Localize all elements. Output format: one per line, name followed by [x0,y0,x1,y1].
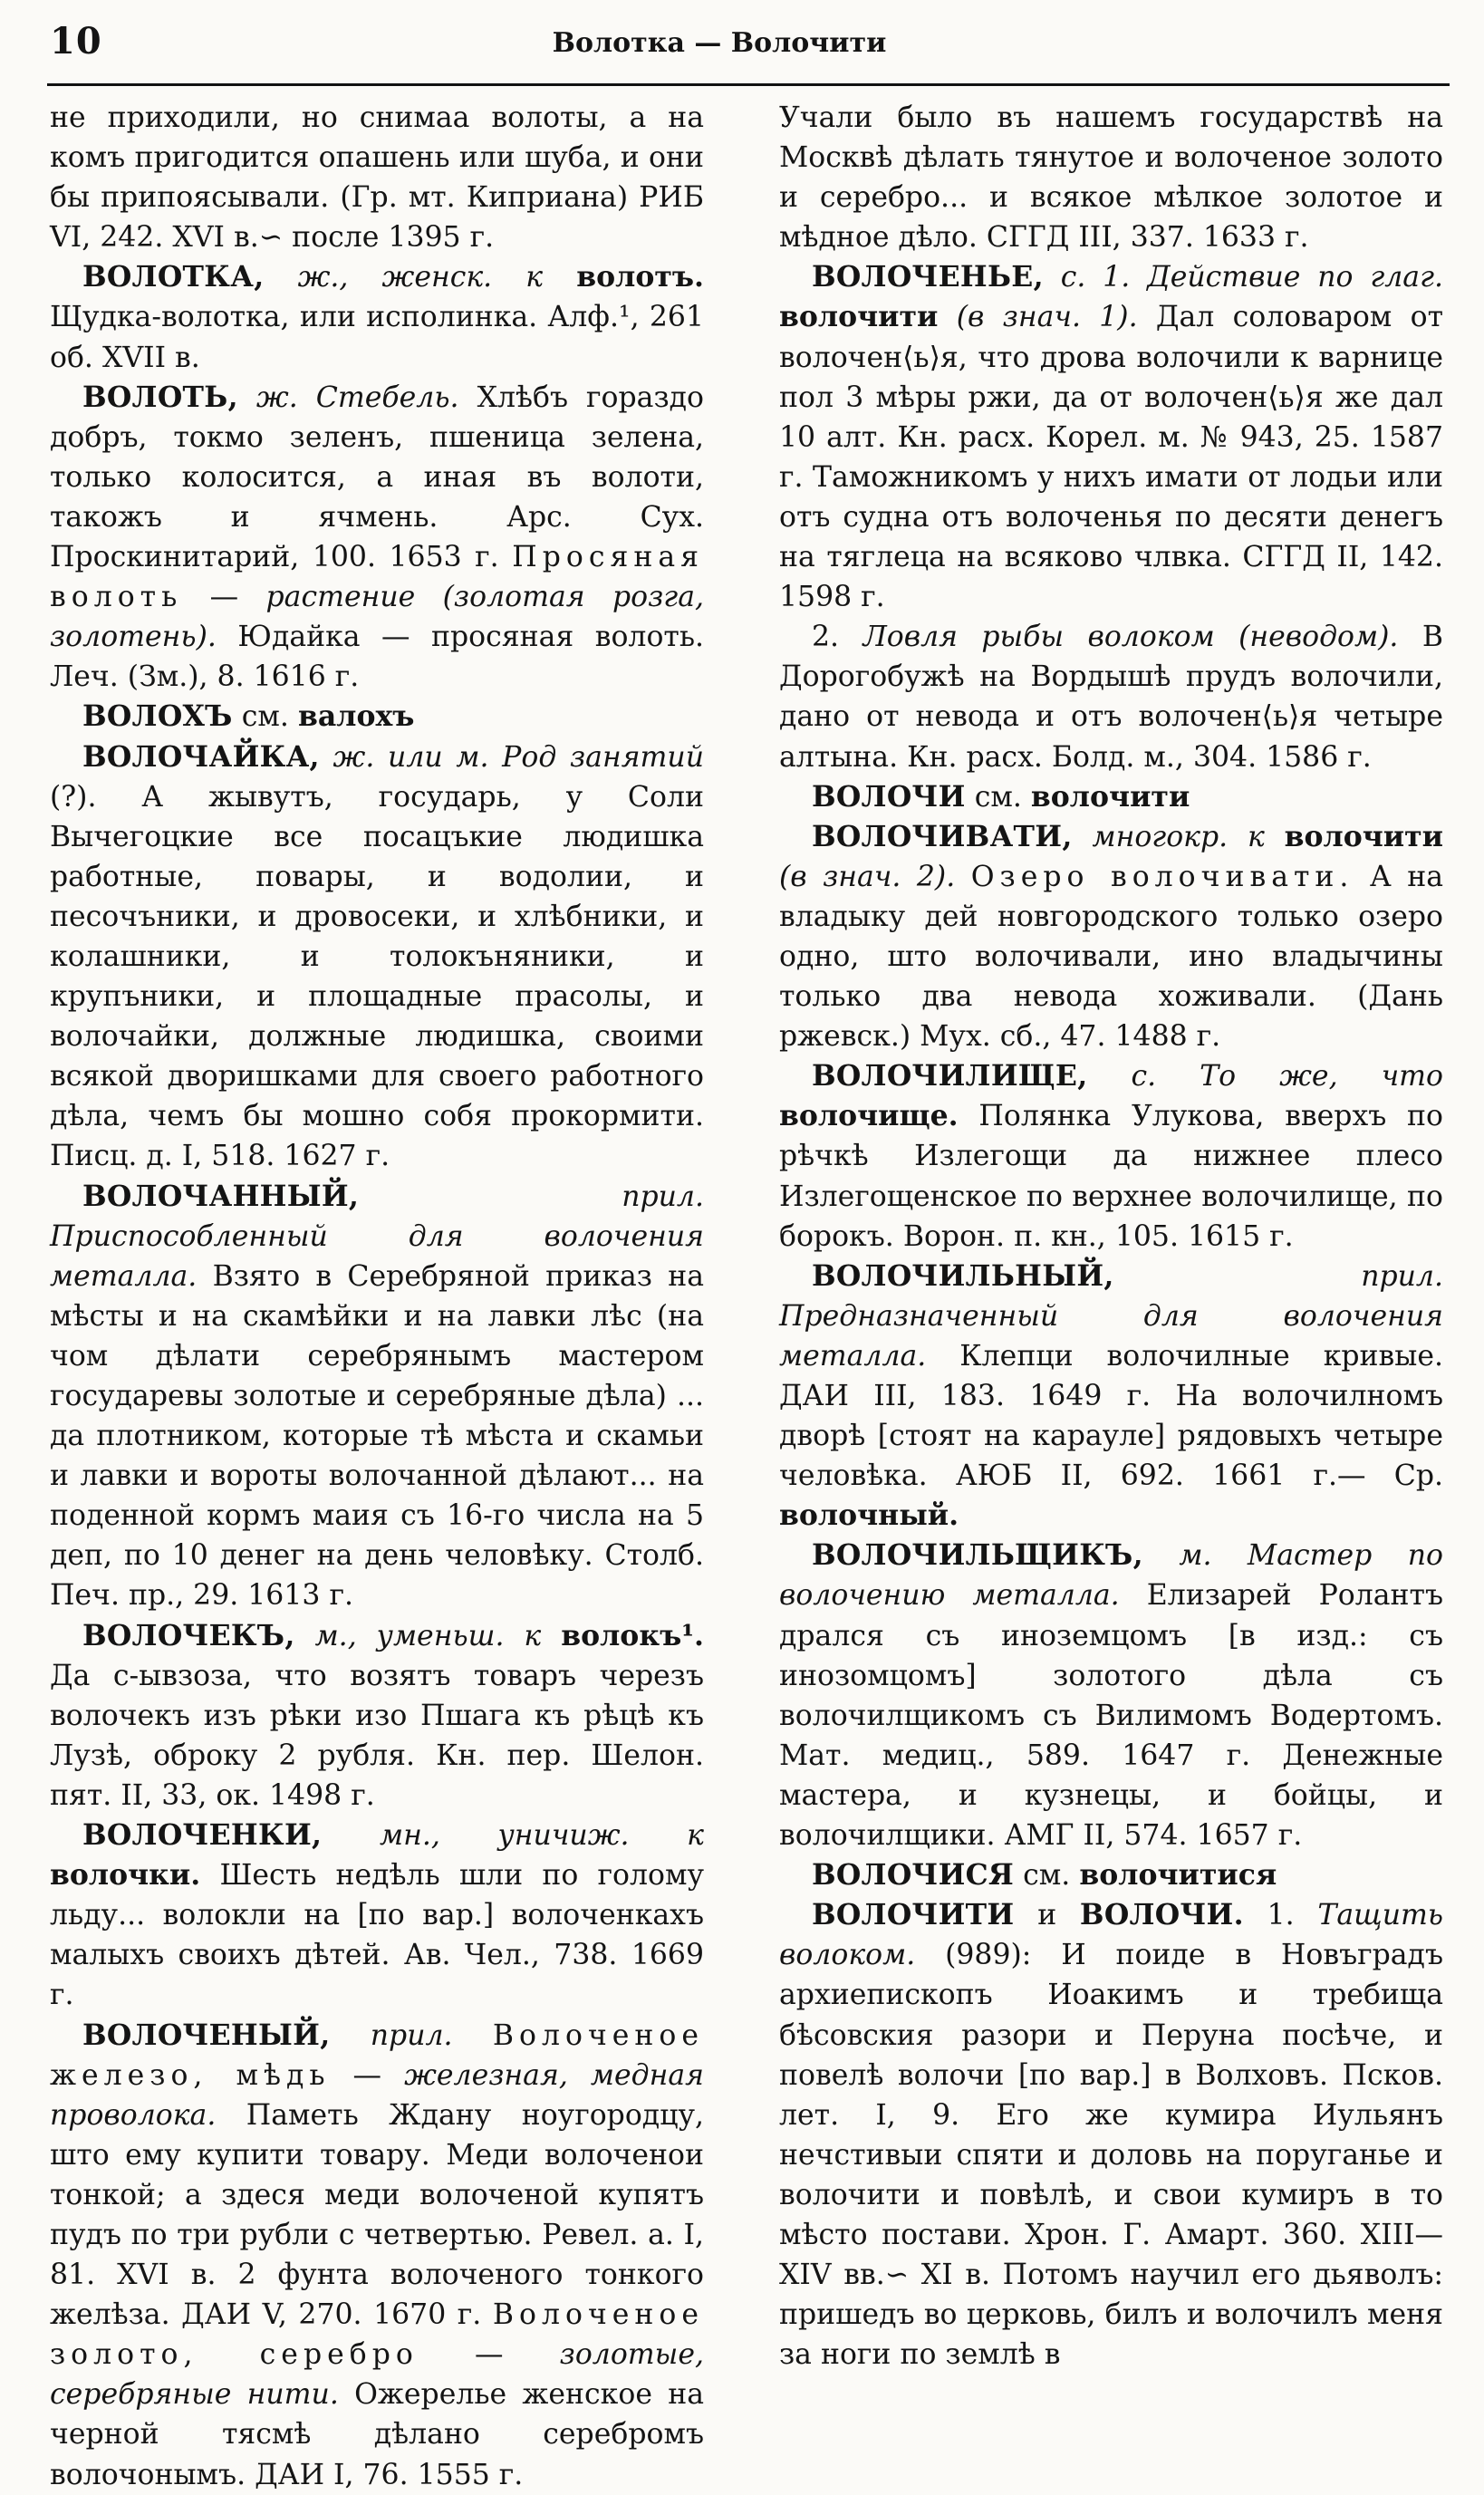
entry-volotka [50,257,704,377]
phrase-definition: растение (золотая розга, золотень). [50,581,704,654]
headword: ВОЛОЧЕНКИ, [82,1818,323,1853]
definition: прил. Предназначенный для волочения металла. [779,1259,1443,1373]
headword: ВОЛОЧИ [812,779,966,814]
grammar-note: мн., уничиж. к [379,1819,704,1853]
phrase: Волоченое железо, мѣдь [50,2018,705,2092]
citation-text: Шесть недѣль шли по голому льду... волокли на [по вар.] волоченкахъ малыхъ своихъ дѣтей. Ав. Чел., 738. 1669 г. [50,1859,704,2012]
headword: ВОЛОТКА, [82,260,265,294]
citation-text: Клепци волочилные кривые. ДАИ III, 183. 1649 г. На волочилномъ дворѣ [стоят на карауле] рядовыхъ четыре человѣка. АЮБ II, 692. 1661 г.— Ср. [779,1339,1444,1493]
grammar-note: (в знач. 1). [956,301,1138,334]
citation-text: Елизарей Ролантъ дрался съ иноземцомъ [в изд.: съ инозомцомъ] золотого дѣла съ волочилщикомъ съ Вилимомъ Водертомъ. Мат. медиц., 589. 1647 г. Денежные мастера, и кузнецы, и бойцы, и волочилщики. АМГ II, 574. 1657 г. [779,1579,1443,1853]
entry-volocheny [50,2016,704,2495]
header-rule [47,83,1450,86]
entry-volochenye [779,257,1443,617]
running-head [0,27,1484,59]
cross-reference: волочити [1284,819,1444,853]
headword: ВОЛОЧИЛЬНЫЙ, [812,1258,1114,1293]
page-number: 10 [50,20,102,63]
headword: ВОЛОЧЕНЬЕ, [812,260,1044,294]
headword: ВОЛОЧИСЯ [812,1858,1015,1893]
citation-text: (?). А жывутъ, государь, у Соли Вычегоцкие все посацъкие людишка работные, повары, и водолии, и песочъники, и дровосеки, и хлѣбники, и колашники, и толокъняники, и крупъники, и площадные прасолы, и волочайки, должные людишка, своими всякой дворишками для своего работного дѣла, чемъ бы мошно собя прокормити. Писц. д. I, 518. 1627 г. [50,780,704,1173]
headword: ВОЛОЧИЛЬЩИКЪ, [812,1538,1143,1573]
citation-text: Взято в Серебряной приказ на мѣсты и на скамѣйки и на лавки лѣс (на чом дѣлати серебрянымъ мастером государевы золотые и серебряные дѣла) ... да плотником, которые тѣ мѣста и скамьи и лавки и вороты волочанной дѣлают... на поденной кормъ маия съ 16-го числа на 5 деп, по 10 денег на день человѣку. Столб. Печ. пр., 29. 1613 г. [50,1259,705,1613]
cross-reference: волочки. [50,1858,201,1893]
headword: ВОЛОХЪ [82,699,233,734]
see-label: см. [1023,1859,1071,1893]
entry-volochilishche [779,1056,1443,1256]
entry-volot [50,378,704,698]
entry-volochanny [50,1177,704,1616]
entry-volochivati [779,817,1443,1057]
cross-reference: волотъ. [576,260,704,294]
phrase: Просяная волоть [50,541,704,614]
headword: ВОЛОЧИЛИЩЕ, [812,1059,1088,1093]
cross-reference: валохъ [297,699,415,734]
phrase: Озеро волочивати. [970,860,1354,893]
running-head-text: Волотка — Волочити [552,27,887,59]
entry-volokh [50,697,704,737]
definition: ж. или м. Род занятий [332,740,704,774]
dash: — [330,2058,405,2092]
entry-volochilny [779,1257,1443,1536]
citation-text: Полянка Улукова, вверхъ по рѣчкѣ Излегощи да нижнее плесо Излегощенское по верхнее волочилище, по борокъ. Ворон. п. кн., 105. 1615 г. [779,1100,1443,1253]
headword: ВОЛОЧИВАТИ, [812,819,1073,853]
citation-text: Хлѣбъ гораздо добръ, токмо зеленъ, пшеница зелена, только колосится, а иная въ волоти, такожъ и ячмень. Арс. Сух. Проскинитарий, 100. 1653 г. [50,381,705,574]
right-column [779,98,1443,2375]
definition: Ловля рыбы волоком (неводом). [862,621,1399,654]
entry-volochisya [779,1855,1443,1895]
cross-reference: волочный. [779,1498,959,1533]
headword: ВОЛОЧАЙКА, [82,739,320,774]
citation-text: А на владыку дей новгородского только озеро одно, што волочивали, ино владычины только два невода хоживали. (Дань ржевск.) Мух. сб., 47. 1488 г. [779,860,1444,1054]
entry-volochayka [50,737,704,1177]
entry-volochenki [50,1816,704,2015]
cross-reference: волочити [1030,779,1190,814]
citation-text: (989): И поиде в Новъградъ архиепископъ Иоакимъ и требища бѣсовския разори и Перуна посѣче, и повелѣ волочи [по вар.] в Волховъ. Псков. лет. I, 9. Его же кумира Иульянъ нечстивыи спяти и доловь на поруганье и волочити и повѣлѣ, и свои кумиръ в то мѣсто постави. Хрон. Г. Амарт. 360. XIII—XIV вв.∽ XI в. Потомъ научил его дьяволъ: пришедъ во церковь, билъ и волочилъ меня за ноги по землѣ в [779,1939,1443,2372]
phrase-definition: золотые, серебряные нити. [50,2338,704,2412]
conjunction: и [1037,1899,1057,1932]
grammar-note: прил. [370,2018,453,2052]
phrase-definition: железная, медная проволока. [50,2058,704,2132]
citation-text: Да с-ывзоза, что возятъ товаръ черезъ волочекъ изъ рѣки изо Пшага къ рѣцѣ къ Лузѣ, оброку 2 рубля. Кн. пер. Шелон. пят. II, 33, ок. 1498 г. [50,1659,704,1812]
citation-text: В Дорогобужѣ на Вордышѣ прудъ волочили, дано от невода и отъ волочен⟨ь⟩я четыре алтына. Кн. расх. Болд. м., 304. 1586 г. [779,621,1444,774]
see-label: см. [974,780,1022,814]
citation-text: Дал соловаром от волочен⟨ь⟩я, что дрова волочили к варнице пол 3 мѣры ржи, да от волочен⟨ь⟩я же дал 10 алт. Кн. расх. Корел. м. № 943, 25. 1587 г. Таможникомъ у нихъ имати от лодьи или отъ судна отъ волоченья по десяти денегъ на тяглеца на всяково члвка. СГГД II, 142. 1598 г. [779,301,1443,614]
citation-text: Юдайка — просяная волоть. Леч. (Зм.), 8. 1616 г. [50,621,704,694]
dash: — [182,581,266,614]
entry-volochi [779,777,1443,817]
entry-volochek [50,1616,704,1816]
definition: м. Мастер по волочению металла. [779,1539,1443,1613]
definition: прил. Приспособленный для волочения металла. [50,1180,704,1293]
cross-reference: волочити [779,300,939,334]
entry-volochilshchik [779,1536,1443,1855]
phrase: Волоченое золото, серебро [50,2298,705,2372]
citation-text: Ожерелье женское на черной тясмѣ дѣлано серебромъ волочонымъ. ДАИ I, 76. 1555 г. [50,2378,704,2491]
headword: ВОЛОТЬ, [82,380,238,414]
definition: с. То же, что [1131,1060,1444,1093]
headword: ВОЛОЧИТИ [812,1898,1015,1932]
left-column [50,98,704,2495]
cross-reference: волокъ¹. [561,1618,704,1652]
headword-variant: ВОЛОЧИ. [1079,1898,1244,1932]
entry-volochiti [779,1895,1443,2375]
headword: ВОЛОЧЕКЪ, [82,1618,295,1652]
continued-entry-text: Учали было въ нашемъ государствѣ на Москвѣ дѣлать тянутое и волоченое золото и серебро... и всякое мѣлкое золотое и мѣдное дѣло. СГГД III, 337. 1633 г. [779,101,1443,255]
grammar-note: ж., женск. к [297,261,544,294]
definition: Тащить волоком. [779,1899,1444,1972]
cross-reference: волочитися [1079,1858,1277,1893]
sense-number: 1. [1267,1899,1295,1932]
definition: с. 1. Действие по глаг. [1060,261,1444,294]
cross-reference: волочище. [779,1099,959,1133]
citation-text: Паметь Ждану ноугородцу, што ему купити товару. Меди волоченои тонкой; а здеся меди волоченой купятъ пудъ по три рубли с четвертью. Ревел. а. I, 81. XVI в. 2 фунта волоченого тонкого желѣза. ДАИ V, 270. 1670 г. [50,2098,704,2332]
grammar-note: м., уменьш. к [314,1619,542,1652]
headword: ВОЛОЧЕНЫЙ, [82,2018,331,2052]
sense-number: 2. [812,621,840,654]
grammar-note: (в знач. 2). [779,860,956,893]
headword: ВОЛОЧАННЫЙ, [82,1179,360,1213]
see-label: см. [241,700,289,734]
continued-entry-text: не приходили, но снимаа волоты, а на комъ пригодится опашень или шуба, и они бы припоясывали. (Гр. мт. Киприана) РИБ VI, 242. XVI в.∽ после 1395 г. [50,101,704,255]
definition: ж. Стебель. [255,381,459,414]
entry-volochenye-sense-2 [779,617,1443,776]
grammar-note: многокр. к [1092,820,1265,853]
dash: — [418,2338,560,2372]
citation-text: Щудка-волотка, или исполинка. Алф.¹, 261 об. XVII в. [50,301,704,374]
